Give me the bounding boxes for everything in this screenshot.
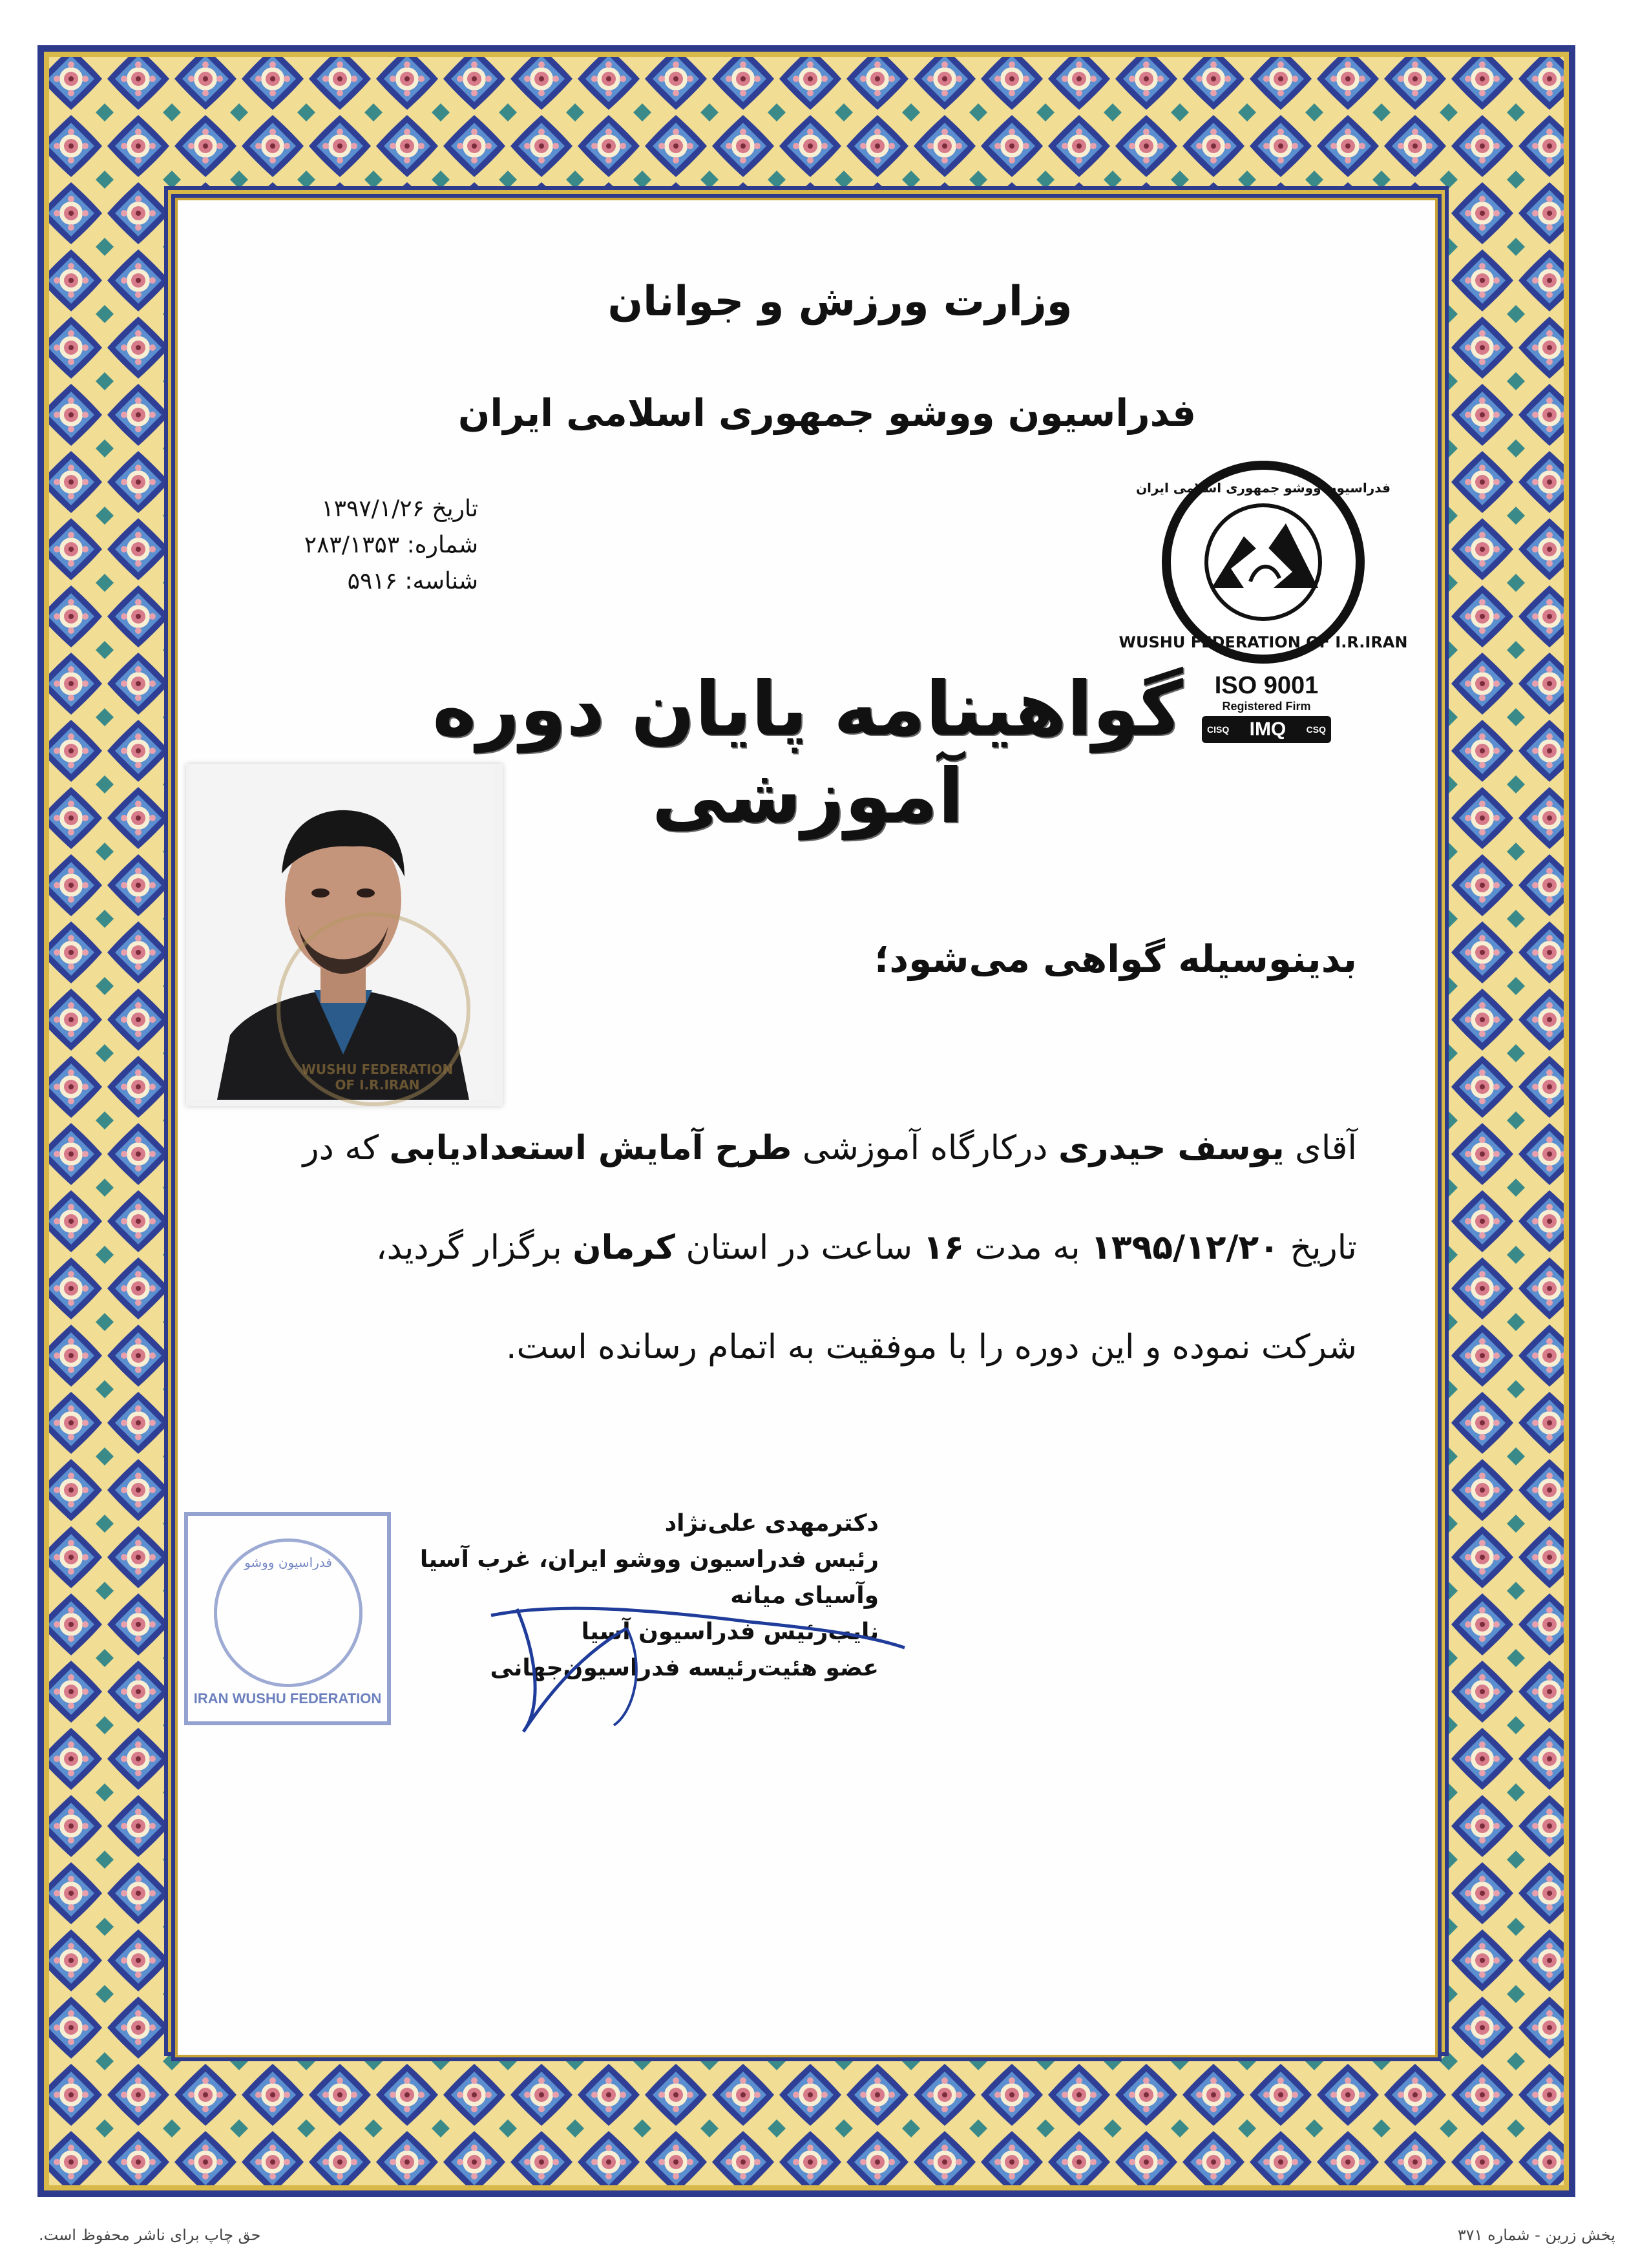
certificate-title: گواهینامه پایان دوره آموزشی (432, 666, 1183, 840)
body-line-3: شرکت نموده و این دوره را با موفقیت به اتمام رسانده است. (506, 1328, 1357, 1367)
reference-id: شناسه: ۵۹۱۶ (347, 568, 478, 594)
imq-label: IMQ (1249, 719, 1287, 740)
greeting-line: بدینوسیله گواهی می‌شود؛ (874, 937, 1357, 981)
recipient-name: یوسف حیدری (1058, 1129, 1285, 1168)
photo-stamp: WUSHU FEDERATION OF I.R.IRAN (277, 912, 470, 1106)
certificate-body (200, 1098, 1357, 1397)
reference-number: شماره: ۲۸۳/۱۳۵۳ (304, 532, 478, 558)
registered-label: Registered Firm (1222, 700, 1311, 713)
federation-logo (1119, 459, 1408, 666)
province-name: کرمان (572, 1228, 675, 1267)
photo-frame (186, 764, 503, 1106)
stamp-circle: فدراسیون ووشو (214, 1538, 362, 1687)
body-line-2: تاریخ ۱۳۹۵/۱۲/۲۰ به مدت ۱۶ ساعت در استان کرمان برگزار گردید، (375, 1228, 1357, 1267)
signer-name: دکترمهدی علی‌نژاد (664, 1510, 879, 1537)
stamp-text: IRAN WUSHU FEDERATION (193, 1690, 382, 1706)
iso-label: ISO 9001 (1214, 672, 1319, 699)
footer-copyright: حق چاپ برای ناشر محفوظ است. (39, 2226, 261, 2244)
handwritten-signature (478, 1577, 930, 1745)
course-hours: ۱۶ (923, 1228, 965, 1267)
ministry-heading: وزارت ورزش و جوانان (607, 278, 1073, 326)
official-stamp (184, 1512, 391, 1725)
logo-ring-text-en: WUSHU FEDERATION OF I.R.IRAN (1119, 633, 1408, 651)
footer-publisher: پخش زرین - شماره ۳۷۱ (1457, 2226, 1615, 2244)
cisq-label: CISQ (1207, 724, 1230, 735)
csq-label: CSQ (1306, 724, 1326, 735)
body-line-1: آقای یوسف حیدری درکارگاه آموزشی طرح آمایش استعدادیابی که در (302, 1129, 1357, 1168)
signer-role-3: عضو هئیت‌رئیسه فدراسیون‌جهانی (490, 1655, 879, 1681)
signer-role-1: رئیس فدراسیون ووشو ایران، غرب آسیا وآسیای میانه (419, 1546, 879, 1609)
logo-ring-text-fa: فدراسیون ووشو جمهوری اسلامی ایران (1136, 480, 1391, 496)
reference-date: تاریخ ۱۳۹۷/۱/۲۶ (321, 496, 478, 522)
reference-block (213, 491, 478, 600)
course-name: طرح آمایش استعدادیابی (389, 1129, 792, 1168)
federation-heading: فدراسیون ووشو جمهوری اسلامی ایران (457, 391, 1197, 435)
signer-role-2: نایب‌رئیس فدراسیون آسیا (581, 1619, 879, 1645)
course-date: ۱۳۹۵/۱۲/۲۰ (1091, 1228, 1279, 1267)
